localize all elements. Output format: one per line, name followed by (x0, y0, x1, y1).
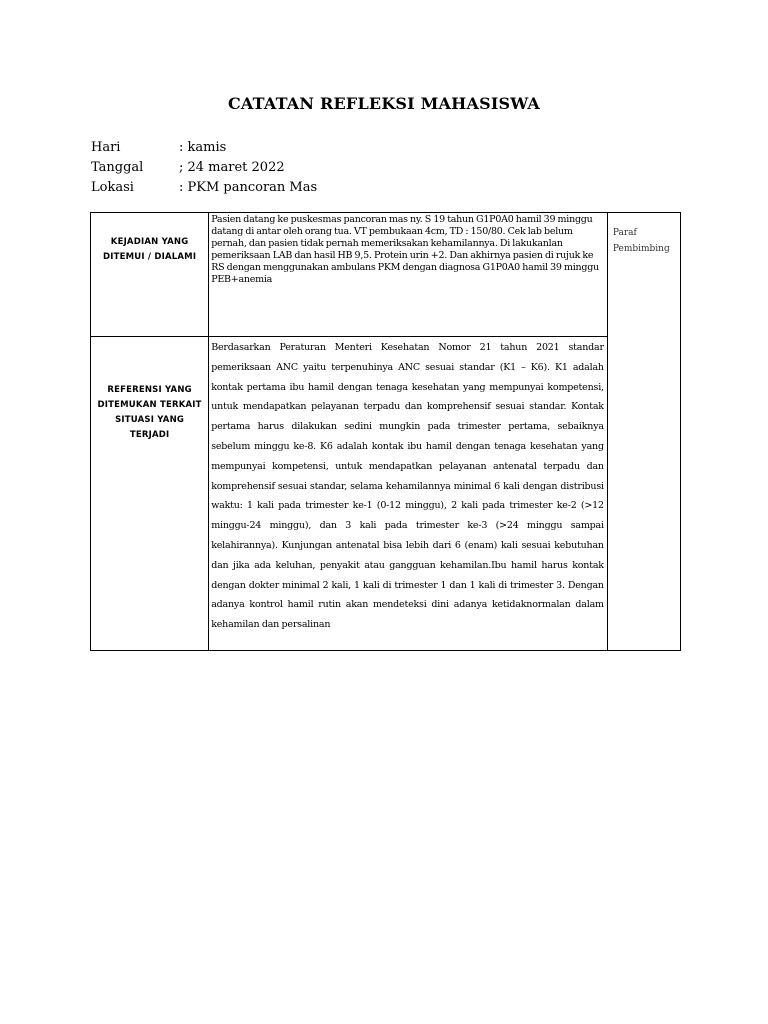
row-header-kejadian: KEJADIAN YANG DITEMUI / DIALAMI (103, 237, 197, 262)
kejadian-cell (209, 213, 608, 337)
reflection-table (90, 212, 681, 651)
meta-label-tanggal: Tanggal (91, 160, 144, 175)
referensi-text: Berdasarkan Peraturan Menteri Kesehatan Nomor 21 tahun 2021 standar pemeriksaan ANC yaitu terpenuhinya ANC sesuai standar (K1 – K6). K1 adalah kontak pertama ibu hamil dengan tenaga kesehatan yang mempunyai kompetensi, untuk mendapatkan pelayanan terpadu dan komprehensif sesuai standar. Kontak pertama harus dilakukan sedini mungkin pada trimester pertama, sebaiknya sebelum minggu ke-8. K6 adalah kontak ibu hamil dengan tenaga kesehatan yang mempunyai kompetensi, untuk mendapatkan pelayanan antenatal terpadu dan komprehensif sesuai standar, selama kehamilannya minimal 6 kali dengan distribusi waktu: 1 kali pada trimester ke-1 (0-12 minggu), 2 kali pada trimester ke-2 (>12 minggu-24 minggu), dan 3 kali pada trimester ke-3 (>24 minggu sampai kelahirannya). Kunjungan antenatal bisa lebih dari 6 (enam) kali sesuai kebutuhan dan jika ada keluhan, penyakit atau gangguan kehamilan.Ibu hamil harus kontak dengan dokter minimal 2 kali, 1 kali di trimester 1 dan 1 kali di trimester 3. Dengan adanya kontrol hamil rutin akan mendeteksi dini adanya ketidaknormalan dalam kehamilan dan persalinan (211, 342, 604, 631)
kejadian-text: Pasien datang ke puskesmas pancoran mas ny. S 19 tahun G1P0A0 hamil 39 minggu datang di antar oleh orang tua. VT pembukaan 4cm, TD : 150/80. Cek lab belum pernah, dan pasien tidak pernah memeriksakan kehamilannya. Di lakukanlan pemeriksaan LAB dan hasil HB 9,5. Protein urin +2. Dan akhirnya pasien di rujuk ke RS dengan menggunakan ambulans PKM dengan diagnosa G1P0A0 hamil 39 minggu PEB+anemia (211, 214, 599, 285)
table-row-referensi (91, 337, 681, 651)
meta-value-hari: : kamis (179, 140, 227, 155)
meta-row-tanggal (91, 158, 317, 178)
meta-row-lokasi (91, 178, 317, 198)
row-header-cell-kejadian (91, 213, 209, 337)
meta-label-hari: Hari (91, 140, 121, 155)
row-header-cell-referensi (91, 337, 209, 651)
meta-value-lokasi: : PKM pancoran Mas (179, 180, 318, 195)
referensi-cell (209, 337, 608, 651)
paraf-pembimbing-label: Paraf Pembimbing (612, 228, 670, 254)
meta-value-tanggal: ; 24 maret 2022 (179, 160, 285, 175)
page-title: CATATAN REFLEKSI MAHASISWA (227, 94, 541, 113)
meta-label-lokasi: Lokasi (91, 180, 134, 195)
table-row-kejadian (91, 213, 681, 337)
row-header-referensi: REFERENSI YANG DITEMUKAN TERKAIT SITUASI YANG TERJADI (97, 385, 202, 440)
meta-info (91, 138, 317, 198)
paraf-cell (607, 213, 680, 651)
meta-row-hari (91, 138, 317, 158)
